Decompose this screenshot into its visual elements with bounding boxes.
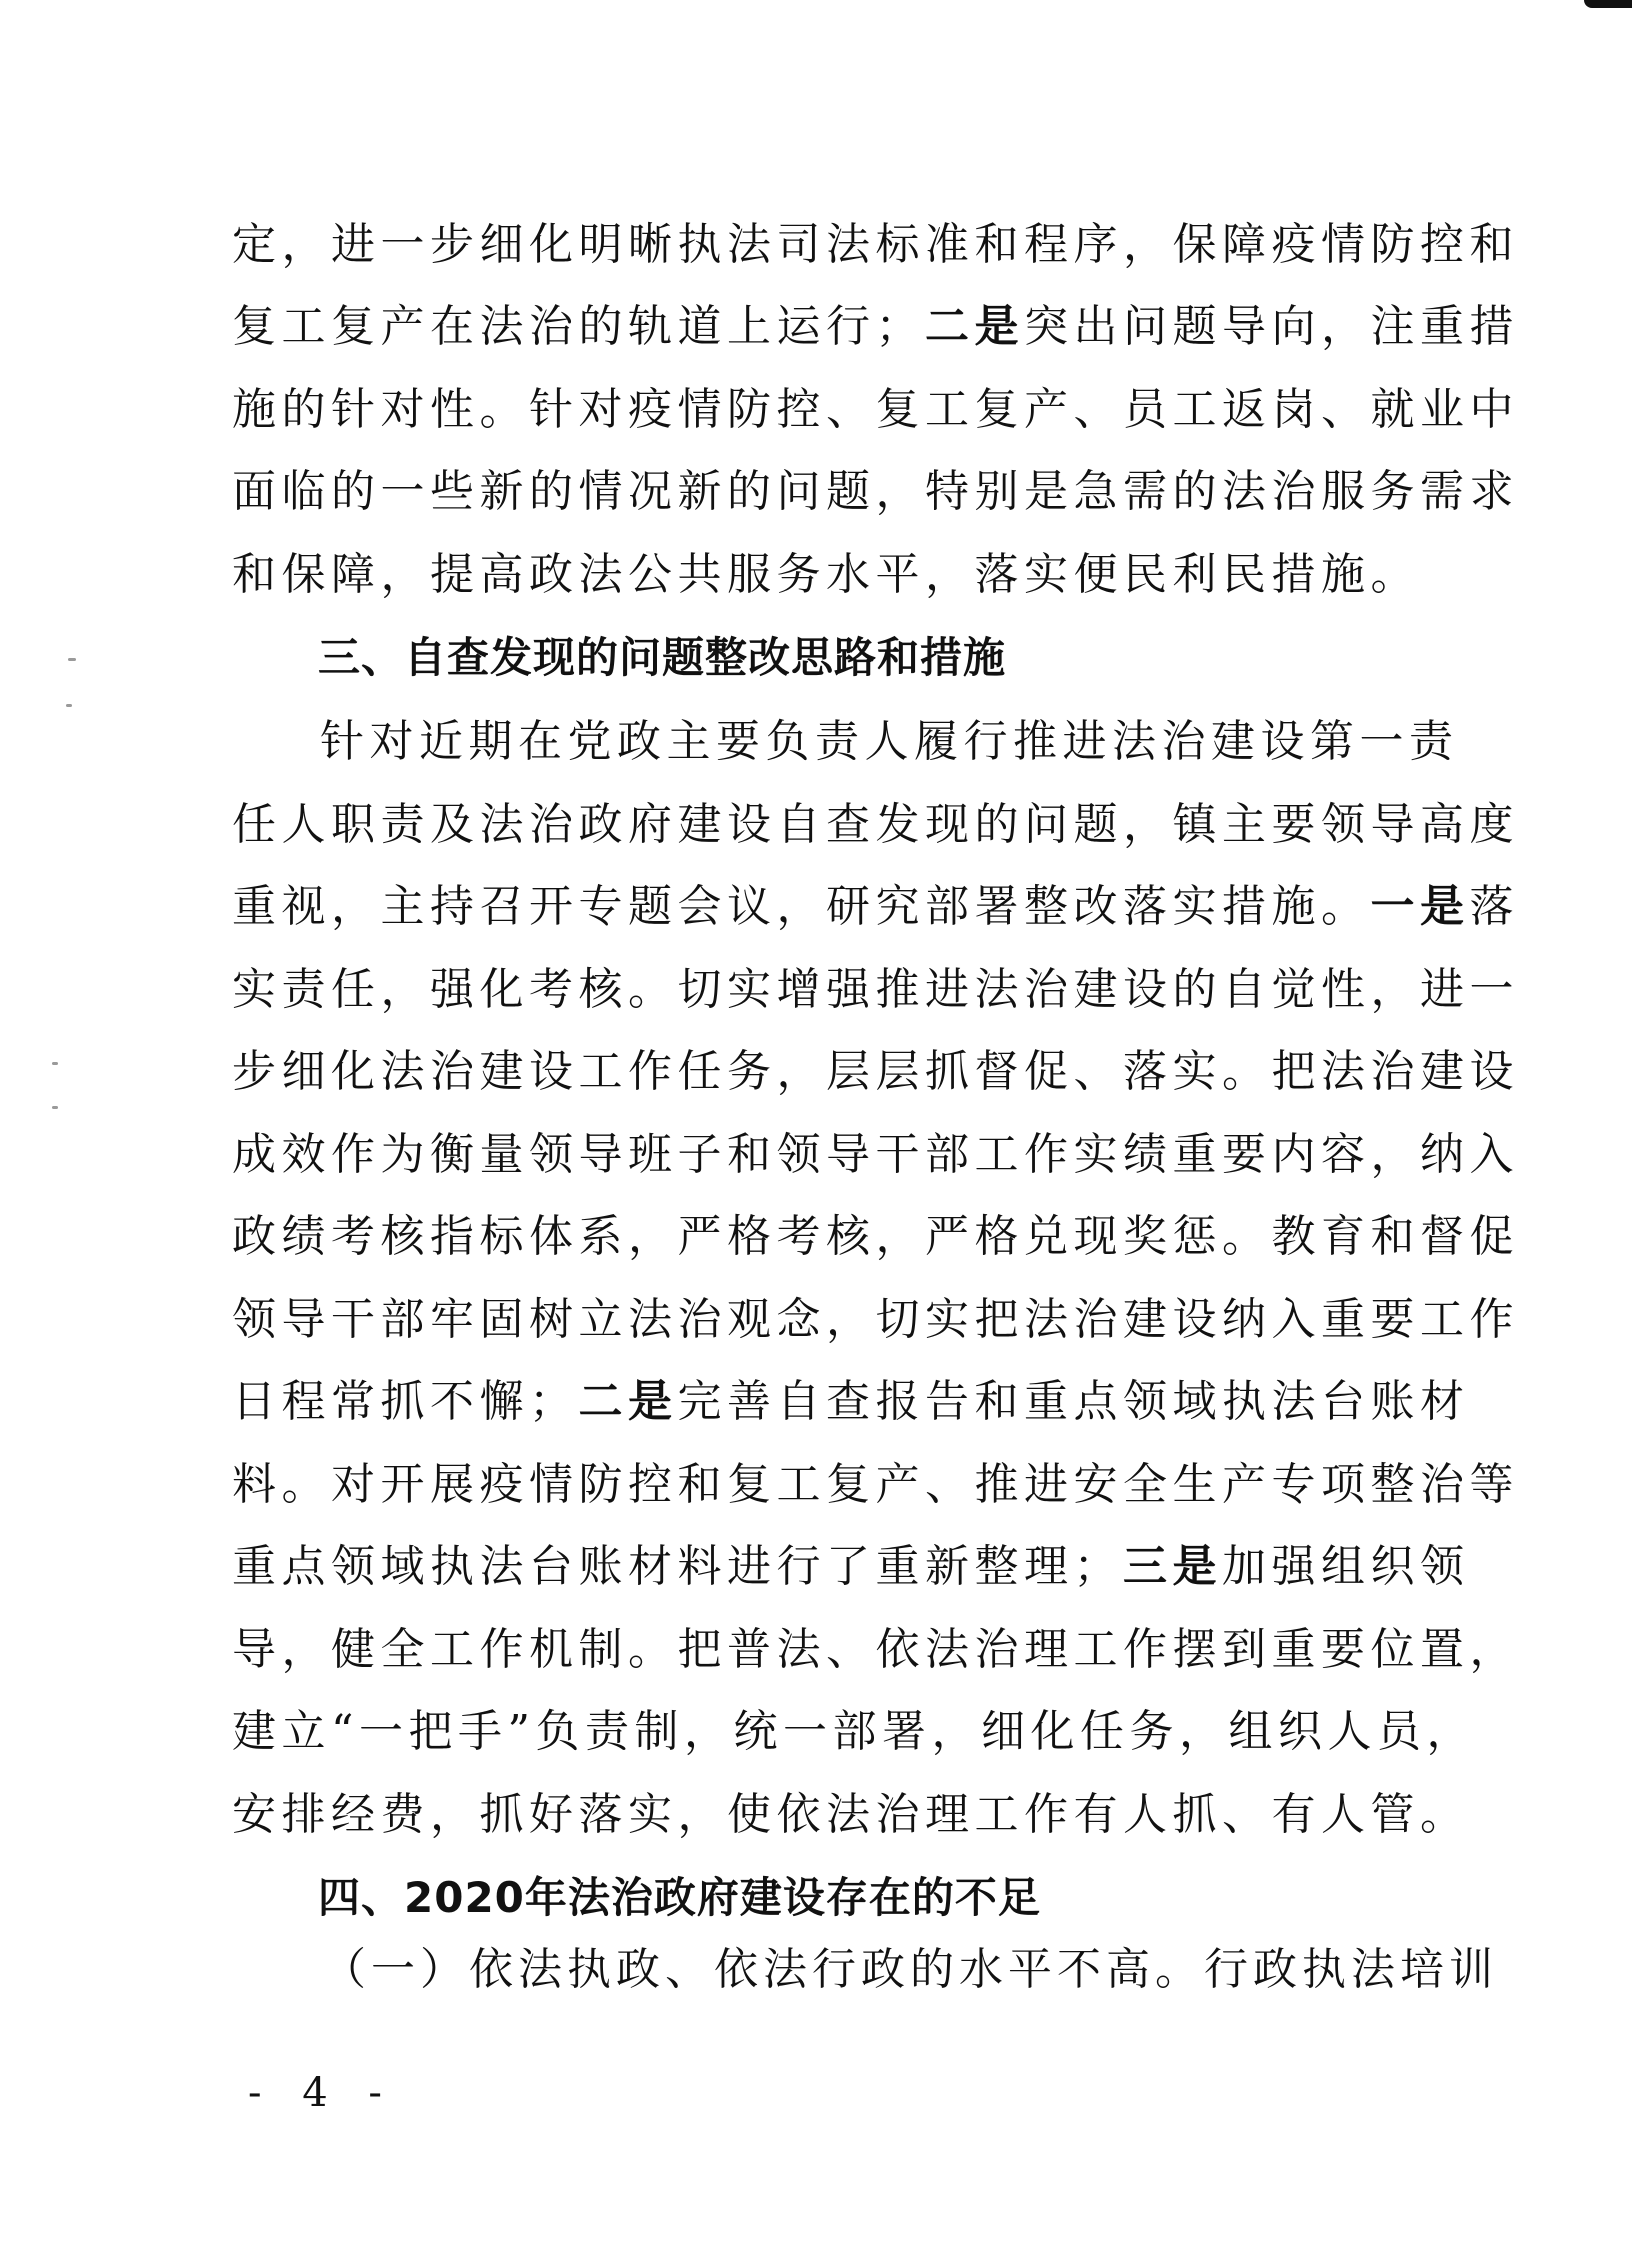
- body-line: 针对近期在党政主要负责人履行推进法治建设第一责: [320, 716, 1459, 767]
- body-line: 和保障，提高政法公共服务水平，落实便民利民措施。: [232, 549, 1420, 600]
- body-line: 安排经费，抓好落实，使依法治理工作有人抓、有人管。: [232, 1789, 1470, 1840]
- subsection-line: （一）依法执政、依法行政的水平不高。行政执法培训: [322, 1944, 1498, 1995]
- section-heading: 四、2020年法治政府建设存在的不足: [318, 1873, 1041, 1922]
- text-run: 完善自查报告和重点领域执法台账材: [677, 1376, 1470, 1427]
- body-line: 成效作为衡量领导班子和领导干部工作实绩重要内容，纳入: [232, 1129, 1519, 1180]
- body-line: 领导干部牢固树立法治观念，切实把法治建设纳入重要工作: [232, 1294, 1519, 1345]
- body-line: 施的针对性。针对疫情防控、复工复产、员工返岗、就业中: [232, 384, 1519, 435]
- body-line: 料。对开展疫情防控和复工复产、推进安全生产专项整治等: [232, 1459, 1519, 1510]
- bold-marker: 二是: [925, 301, 1024, 352]
- scan-speck: [66, 704, 72, 707]
- bold-marker: 三是: [1123, 1541, 1222, 1592]
- body-line: [232, 1537, 1470, 1597]
- body-line: [232, 297, 1519, 357]
- text-run: 重视，主持召开专题会议，研究部署整改落实措施。: [232, 881, 1371, 932]
- scan-speck: [68, 658, 76, 661]
- body-line: [232, 1372, 1470, 1432]
- text-run: 落: [1469, 881, 1519, 932]
- body-line: 建立“一把手”负责制，统一部署，细化任务，组织人员，: [232, 1706, 1476, 1757]
- bold-marker: 一是: [1370, 881, 1470, 932]
- scan-speck: [52, 1106, 58, 1109]
- scan-artifact-corner: [1584, 0, 1632, 8]
- text-run: 复工复产在法治的轨道上运行；: [232, 301, 925, 352]
- body-line: 步细化法治建设工作任务，层层抓督促、落实。把法治建设: [232, 1046, 1519, 1097]
- body-line: 任人职责及法治政府建设自查发现的问题，镇主要领导高度: [232, 799, 1519, 850]
- text-run: 突出问题导向，注重措: [1024, 301, 1519, 352]
- body-line: [232, 877, 1519, 937]
- body-line: 导，健全工作机制。把普法、依法治理工作摆到重要位置，: [232, 1624, 1519, 1675]
- text-run: 日程常抓不懈；: [232, 1376, 579, 1427]
- scan-speck: [52, 1062, 58, 1065]
- section-heading: 三、自查发现的问题整改思路和措施: [318, 633, 1007, 682]
- body-line: 定，进一步细化明晰执法司法标准和程序，保障疫情防控和: [232, 219, 1519, 270]
- bold-marker: 二是: [578, 1376, 678, 1427]
- body-line: 面临的一些新的情况新的问题，特别是急需的法治服务需求: [232, 466, 1519, 517]
- text-run: 重点领域执法台账材料进行了重新整理；: [232, 1541, 1123, 1592]
- text-run: 加强组织领: [1222, 1541, 1470, 1592]
- page-number: - 4 -: [248, 2070, 396, 2116]
- body-line: 政绩考核指标体系，严格考核，严格兑现奖惩。教育和督促: [232, 1211, 1519, 1262]
- body-line: 实责任，强化考核。切实增强推进法治建设的自觉性，进一: [232, 964, 1519, 1015]
